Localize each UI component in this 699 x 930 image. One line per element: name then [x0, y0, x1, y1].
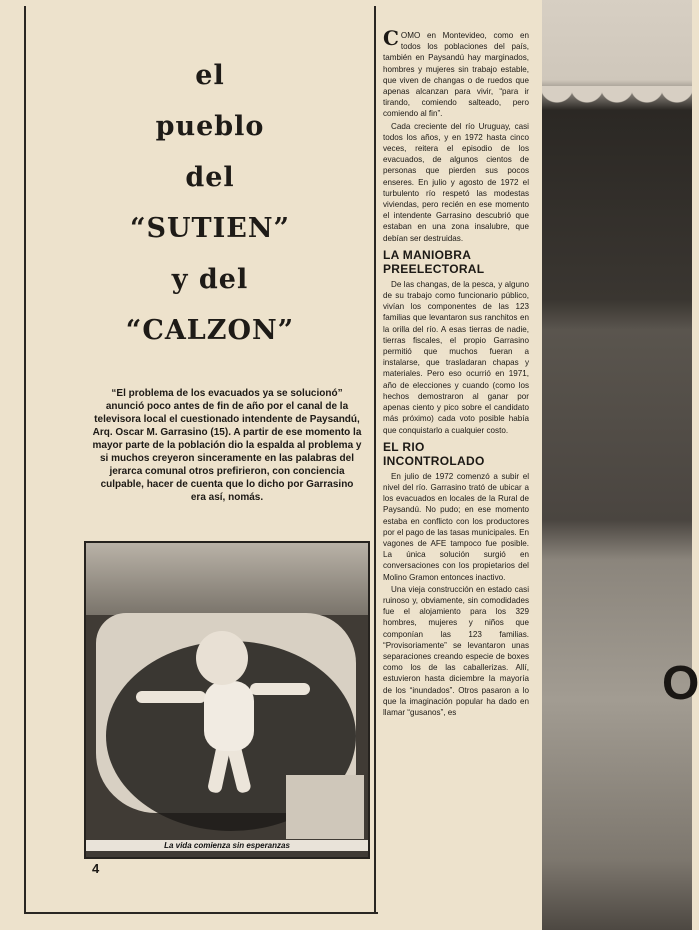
headline-line-1: el	[195, 60, 225, 91]
baby-photo	[84, 541, 370, 859]
drop-cap: C	[383, 26, 399, 50]
bottom-border-rule	[24, 912, 378, 914]
headline-line-3: del	[185, 162, 235, 193]
paragraph-1: COMO en Montevideo, como en todos los poblaciones del país, también en Paysandú hay marginados, hombres y mujeres sin trabajo estable, que viven de changas o de ruedos que apenas alcanzan para vivir, “para ir tirando, comiendo salteado, pero comiendo al fin”.	[383, 26, 529, 119]
headline-line-2: pueblo	[155, 111, 265, 142]
paragraph-2: Cada creciente del río Uruguay, casi todos los años, y en 1972 hasta cinco veces, reitera el episodio de los evacuados, de algunos cientos de personas que pierden sus pocos enseres. En julio y agosto de 1972 el turbulento río respetó las modestas viviendas, pero recién en ese momento el intendente Garrasino descubrió que estaban en una zona insalubre, que debían ser destruidas.	[383, 121, 529, 243]
next-page-letter: O	[662, 657, 699, 710]
paragraph-3: De las changas, de la pesca, y alguno de su trabajo como funcionario público, vivían los componentes de las 123 familias que levantaron sus ranchitos en la orilla del río. A esas tierras de nadie, tierras fiscales, el propio Garrasino permitió que muchos fueran a instalarse, que trasladaran chapas y materiales. Pero eso ocurrió en 1971, año de elecciones y cuando (como los hechos demostraron al ganar por apenas ciento y pico sobre el candidato más próximo) cada voto posible había que conquistarlo a cualquier costo.	[383, 279, 529, 435]
headline-line-6: “CALZON”	[125, 315, 295, 346]
lead-paragraph: “El problema de los evacuados ya se solucionó” anunció poco antes de fin de año por el canal de la televisora local el cuestionado intendente de Paysandú, Arq. Oscar M. Garrasino (15). A partir de ese momento la mayor parte de la población dio la espalda al problema y si muchos creyeron sinceramente en las palabras del jerarca comunal otros prefirieron, con conciencia culpable, hacer de cuenta que lo dicho por Garrasino era así, nomás.	[92, 388, 362, 503]
headline-line-5: y del	[171, 264, 249, 295]
paragraph-4: En julio de 1972 comenzó a subir el nivel del río. Garrasino trató de ubicar a los evacuados en locales de la Rural de Paysandú. No pudo; en ese momento estaba en conflicto con los productores por el pago de las tasas municipales. En vagones de AFE tampoco fue posible. La única solución surgió en conversaciones con los propietarios del Molino Gramon entonces inactivo.	[383, 471, 529, 582]
photo-caption: La vida comienza sin esperanzas	[86, 840, 368, 851]
column-divider-rule	[374, 6, 376, 914]
paragraph-5: Una vieja construcción en estado casi ruinoso y, obviamente, sin comodidades fue el alojamiento para los 329 hombres, mujeres y niños que componían las 123 familias. “Provisoriamente” se levantaron unas separaciones creando especie de boxes como los de las caballerizas. Allí, estuvieron hasta diciembre la mayoría de los “inundados”. Otros pasaron a lo que la imaginación popular ha dado en llamar “gusanos”, es	[383, 584, 529, 717]
left-border-rule	[24, 6, 26, 914]
article-column	[383, 26, 529, 719]
next-page-photo	[542, 0, 699, 930]
subhead-rio: EL RIO INCONTROLADO	[383, 439, 485, 468]
headline-line-4: “SUTIEN”	[129, 213, 291, 244]
headline	[60, 50, 360, 356]
subhead-maniobra: LA MANIOBRA PREELECTORAL	[383, 247, 485, 276]
page-number: 4	[92, 861, 100, 876]
